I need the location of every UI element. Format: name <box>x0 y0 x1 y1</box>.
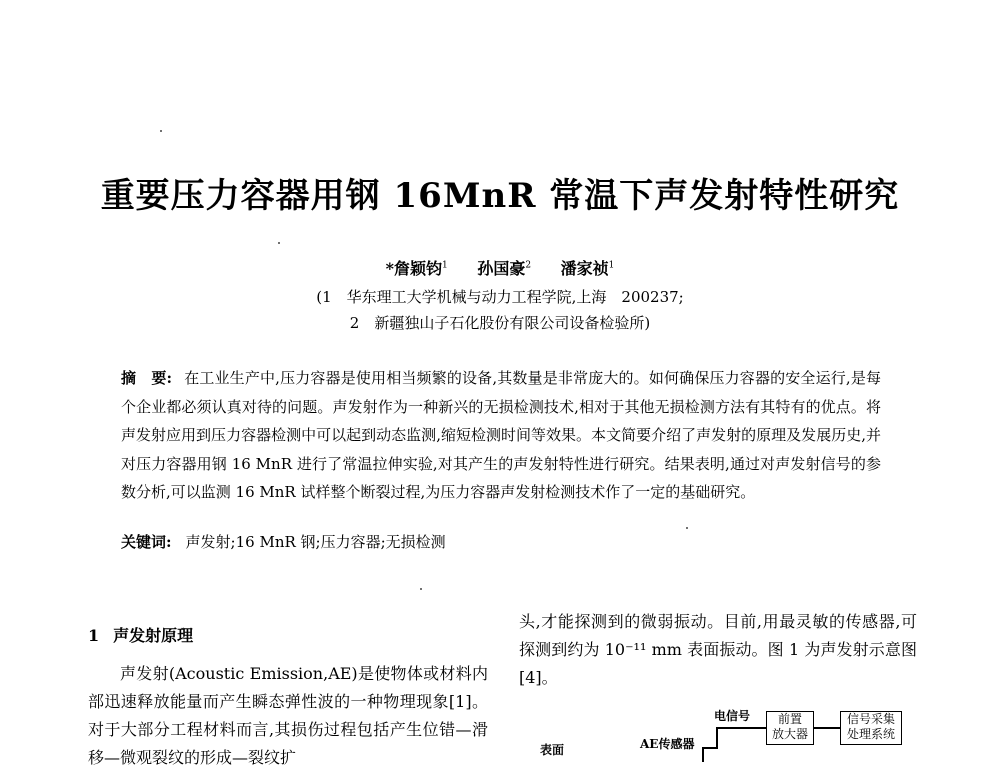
signal-label: 电信号 <box>714 709 751 723</box>
right-column <box>519 608 917 692</box>
affiliation-2: 2 新疆独山子石化股份有限公司设备检验所) <box>349 314 651 332</box>
preamp-box: 前置 放大器 <box>766 711 814 745</box>
scan-speck <box>160 130 162 132</box>
abstract-text: 在工业生产中,压力容器是使用相当频繁的设备,其数量是非常庞大的。如何确保压力容器的安全运行,是每个企业都必须认真对待的问题。声发射作为一种新兴的无损检测技术,相对于其他无损检测方法有其特有的优点。将声发射应用到压力容器检测中可以起到动态监测,缩短检测时间等效果。本文简要介绍了声发射的原理及发展历史,并对压力容器用钢 16 MnR 进行了常温拉伸实验,对其产生的声发射特性进行研究。结果表明,通过对声发射信号的参数分析,可以监测 16 MnR 试样整个断裂过程,为压力容器声发射检测技术作了一定的基础研究。 <box>121 369 882 502</box>
ae-schematic-figure <box>530 705 930 762</box>
signal-line-2 <box>814 727 840 729</box>
author-name: 孙国豪 <box>477 259 526 278</box>
acquisition-box: 信号采集 处理系统 <box>840 711 902 745</box>
sensor-label: AE传感器 <box>640 737 695 751</box>
surface-label: 表面 <box>540 743 565 757</box>
author-3 <box>561 259 615 278</box>
keywords <box>121 531 881 552</box>
author-name: 詹颖钧 <box>393 259 442 278</box>
sensor-lead <box>716 727 718 749</box>
author-affil-mark: 1 <box>442 260 448 271</box>
keywords-text: 声发射;16 MnR 钢;压力容器;无损检测 <box>185 533 446 551</box>
author-1 <box>386 259 448 278</box>
signal-line-1 <box>716 727 766 729</box>
author-affil-mark: 2 <box>525 260 532 271</box>
author-2 <box>477 259 531 278</box>
keywords-label: 关键词: <box>121 533 172 551</box>
section-title: 声发射原理 <box>113 626 194 645</box>
abstract-label: 摘 要: <box>121 369 173 387</box>
section-heading <box>88 622 488 660</box>
abstract <box>121 364 881 507</box>
right-column-paragraph: 头,才能探测到的微弱振动。目前,用最灵敏的传感器,可探测到约为 10⁻¹¹ mm 表面振动。图 1 为声发射示意图[4]。 <box>519 612 917 687</box>
section-paragraph: 声发射(Acoustic Emission,AE)是使物体或材料内部迅速释放能量而产生瞬态弹性波的一种物理现象[1]。对于大部分工程材料而言,其损伤过程包括产生位错—滑移—微观裂纹的形成—裂纹扩 <box>88 664 488 767</box>
left-column <box>88 622 488 772</box>
author-affil-mark: 1 <box>608 260 615 271</box>
affiliation-1: (1 华东理工大学机械与动力工程学院,上海 200237; <box>316 288 684 306</box>
author-name: 潘家祯 <box>560 259 609 278</box>
scan-speck <box>420 588 422 590</box>
author-list <box>0 256 1000 279</box>
corresponding-mark: * <box>385 259 394 278</box>
sensor-body-left <box>702 747 704 762</box>
scan-speck <box>686 527 688 529</box>
section-number: 1 <box>88 626 100 645</box>
paper-title: 重要压力容器用钢 16MnR 常温下声发射特性研究 <box>100 176 900 216</box>
scan-speck <box>278 242 280 244</box>
